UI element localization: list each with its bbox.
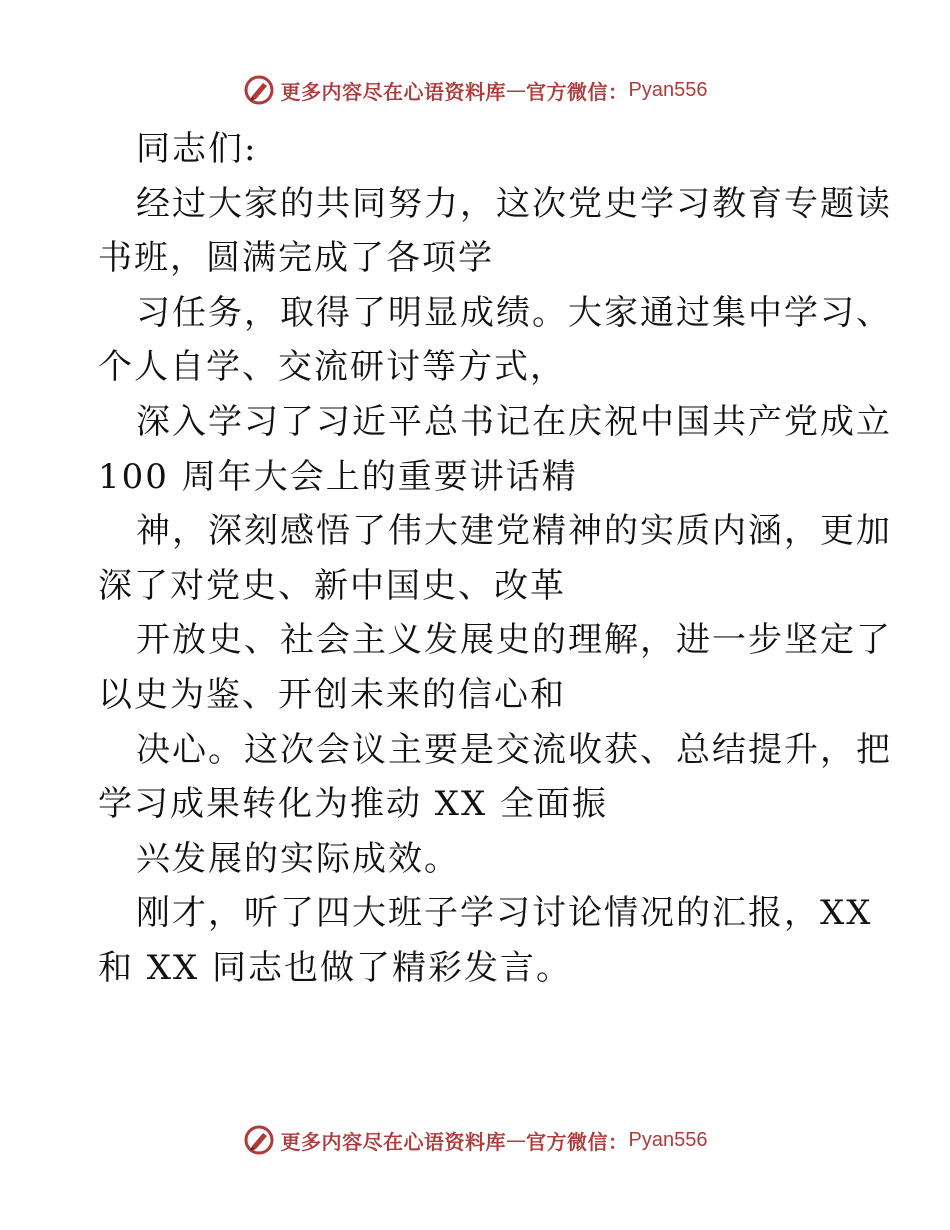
text-line: 深入学习了习近平总书记在庆祝中国共产党成立 [136,401,892,442]
banner-contact: 官方微信： [526,79,629,104]
text-line: 习任务，取得了明显成绩。大家通过集中学习、 [136,292,892,333]
document-body [98,122,892,996]
footer-banner [0,1120,950,1160]
pen-logo-icon [243,1124,275,1156]
banner-wechat-id: Pyan556 [628,78,708,101]
banner-wechat-id: Pyan556 [628,1128,708,1151]
text-line: 100 周年大会上的重要讲话精 [98,456,578,497]
banner-separator: — [506,1128,527,1152]
text-line: 深了对党史、新中国史、改革 [98,565,566,606]
text-line: 书班，圆满完成了各项学 [98,238,494,279]
banner-text: 更多内容尽在心语资料库 [280,79,507,104]
text-line: 学习成果转化为推动 XX 全面振 [98,784,609,825]
line-salutation: 同志们: [136,129,258,169]
text-line: 以史为鉴、开创未来的信心和 [98,674,566,715]
text-line: 神，深刻感悟了伟大建党精神的实质内涵，更加 [136,511,892,552]
banner-separator: — [506,78,527,102]
text-line: 开放史、社会主义发展史的理解，进一步坚定了 [136,620,892,661]
text-line: 经过大家的共同努力，这次党史学习教育专题读 [136,183,892,224]
pen-logo-icon [243,74,275,106]
text-line: 和 XX 同志也做了精彩发言。 [98,947,573,988]
header-banner [0,70,950,110]
banner-contact: 官方微信： [526,1129,629,1154]
text-line: 刚才，听了四大班子学习讨论情况的汇报，XX [136,893,873,934]
text-line: 兴发展的实际成效。 [136,838,460,879]
text-line: 个人自学、交流研讨等方式， [98,347,566,388]
text-line: 决心。这次会议主要是交流收获、总结提升，把 [136,729,892,770]
banner-text: 更多内容尽在心语资料库 [280,1129,507,1154]
